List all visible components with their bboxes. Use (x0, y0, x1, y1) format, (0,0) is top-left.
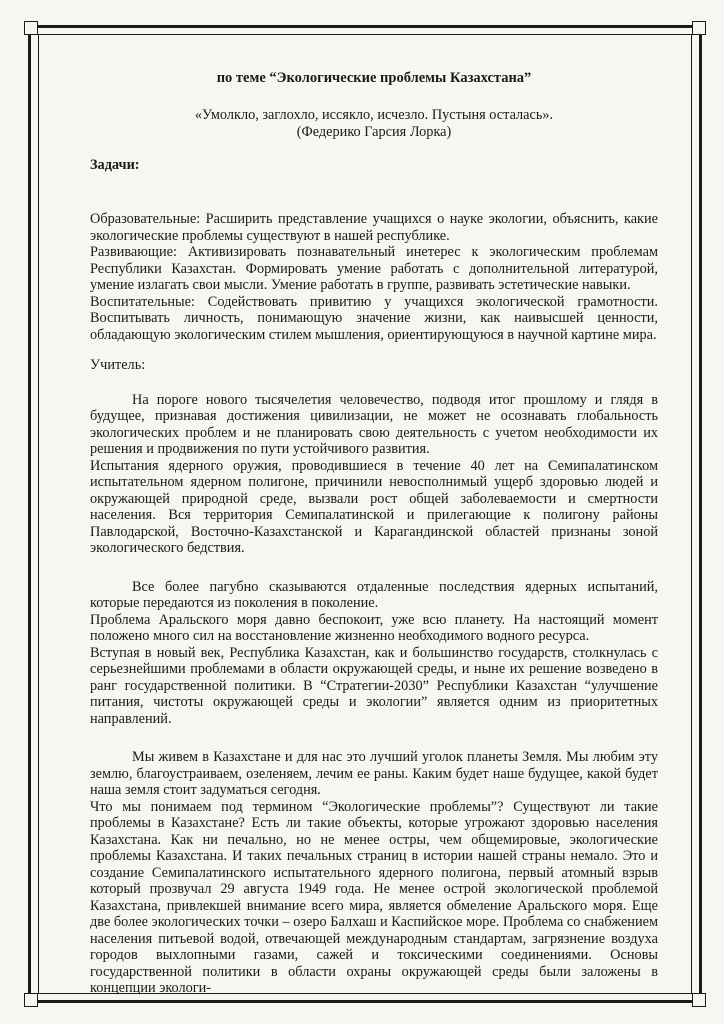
document-body (90, 70, 658, 997)
teacher-label: Учитель: (90, 357, 146, 373)
paragraph: Вступая в новый век, Республика Казахстан, как и большинство государств, столкнулась с серьезнейшими проблемами в области окружающей среды, и ныне их решение возведено в ранг государственной политики. В “Стратегии-2030” Республики Казахстан “улучшение питания, чистоты окружающей среды и экологии” является одним из приоритетных направлений. (90, 644, 658, 727)
epigraph (90, 107, 658, 141)
paragraph: Все более пагубно сказываются отдаленные последствия ядерных испытаний, которые передаются из поколения в поколение. (90, 578, 658, 611)
paragraph: Проблема Аральского моря давно беспокоит, уже всю планету. На настоящий момент положено много сил на восстановление жизненно необходимого водного ресурса. (90, 611, 658, 644)
paragraph: Мы живем в Казахстане и для нас это лучший уголок планеты Земля. Мы любим эту землю, благоустраиваем, озеленяем, лечим ее раны. Каким будет наше будущее, какой будет наша земля стоит задуматься сегодня. (90, 749, 658, 798)
document-title: по теме “Экологические проблемы Казахстана” (216, 70, 532, 86)
epigraph-quote: «Умолкло, заглохло, иссякло, исчезло. Пустыня осталась». (194, 106, 554, 123)
task-upbringing: Воспитательные: Содействовать привитию у учащихся экологической грамотности. Воспитывать личность, понимающую значение жизни, как наивысшей ценности, обладающую экологическим стилем мышления, ориентирующуюся в научной картине мира. (90, 293, 658, 343)
task-educational: Образовательные: Расширить представление учащихся о науке экологии, объяснить, какие экологические проблемы существуют в нашей республике. (90, 211, 658, 244)
border-corner-tl (24, 21, 38, 35)
border-corner-br (692, 993, 706, 1007)
border-corner-bl (24, 993, 38, 1007)
task-developmental: Развивающие: Активизировать познавательный инетерес к экологическим проблемам Республики Казахстан. Формировать умение работать с дополнительной литературой, умение излагать свои мысли. Умение работать в группе, развивать эстетические навыки. (90, 244, 658, 293)
border-corner-tr (692, 21, 706, 35)
paragraph: Испытания ядерного оружия, проводившиеся в течение 40 лет на Семипалатинском испытательном ядерном полигоне, причинили невосполнимый ущерб здоровью людей и окружающей природной среде, вызвали рост общей заболеваемости и смертности населения. Вся территория Семипалатинской и прилегающие к полигону районы Павлодарской, Восточно-Казахстанской и Карагандинской областей признаны зоной экологического бедствия. (90, 457, 658, 556)
epigraph-author: (Федерико Гарсия Лорка) (296, 123, 452, 140)
paragraph: Что мы понимаем под термином “Экологические проблемы”? Существуют ли такие проблемы в Казахстане? Есть ли такие объекты, которые угрожают здоровью населения Казахстана. Как ни печально, но не менее остры, чем общемировые, экологические проблемы Казахстана. И таких печальных страниц в истории нашей страны немало. Это и создание Семипалатинского испытательного ядерного полигона, первый атомный взрыв который прозвучал 29 августа 1949 года. Не менее острой экологической проблемой Казахстана, привлекшей внимание всего мира, является обмеление Аральского моря. Еще две более экологических точки – озеро Балхаш и Каспийское море. Проблема со снабжением населения питьевой водой, отвечающей международным стандартам, загрязнение воздуха городов выхлопными газами, сажей и токсическими соединениями. Основы государственной политики в области охраны окружающей среды были заложены в концепции экологи- (90, 798, 658, 996)
tasks-heading: Задачи: (90, 156, 140, 173)
paragraph: На пороге нового тысячелетия человечество, подводя итог прошлому и глядя в будущее, признавая достижения цивилизации, не может не осознавать глобальность экологических проблем и не планировать свою деятельность с учетом необходимости их решения и продвижения по пути устойчивого развития. (90, 391, 658, 457)
